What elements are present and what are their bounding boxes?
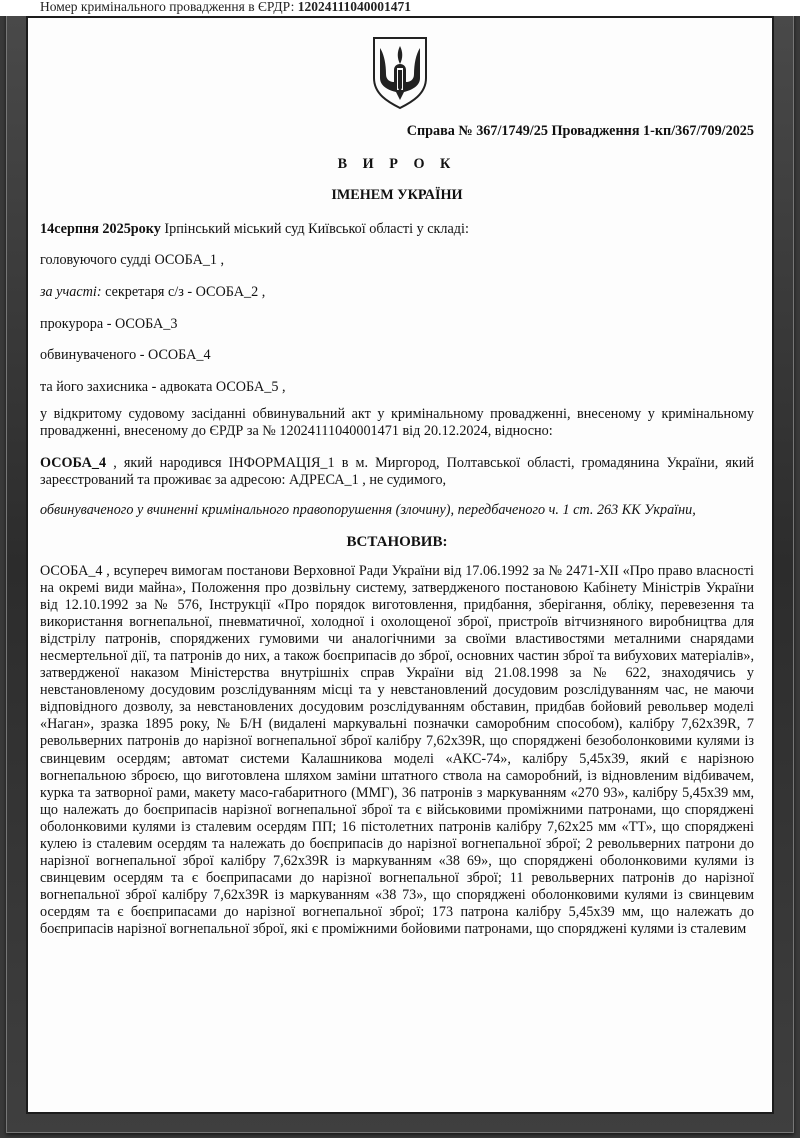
registry-number: 12024111040001471 xyxy=(297,0,411,14)
case-number: Справа № 367/1749/25 Провадження 1-кп/367/709/2025 xyxy=(406,123,754,139)
defendant-details: , який народився ІНФОРМАЦІЯ_1 в м. Миргород, Полтавської області, громадянина України, який зареєстрований та проживає за адресою: АДРЕСА_1 , не судимого, xyxy=(40,455,754,488)
court-name: Ірпінський міський суд Київської області у складі: xyxy=(160,221,469,237)
verdict-subtitle: ІМЕНЕМ УКРАЇНИ xyxy=(331,187,463,203)
secretary-text: секретаря с/з - ОСОБА_2 , xyxy=(101,284,266,300)
participation-label: за участі: xyxy=(40,284,102,300)
established-heading: ВСТАНОВИВ: xyxy=(346,534,448,550)
court-composition xyxy=(40,221,754,238)
charge-line: обвинуваченого у вчиненні кримінального правопорушення (злочину), передбаченого ч. 1 ст. 263 КК України, xyxy=(40,502,696,518)
verdict-date: 14серпня 2025року xyxy=(40,221,161,237)
defender-line: та його захисника - адвоката ОСОБА_5 , xyxy=(40,379,286,395)
judge-line: головуючого судді ОСОБА_1 , xyxy=(40,252,225,268)
registry-label: Номер кримінального провадження в ЄРДР: xyxy=(40,0,298,14)
established-body: ОСОБА_4 , всупереч вимогам постанови Верховної Ради України від 17.06.1992 за № 2471-ХІІ «Про право власності на окремі види майна», Положення про дозвільну систему, затвердженого постановою Кабінету Міністрів України від 12.10.1992 за № 576, Інструкції «Про порядок виготовлення, придбання, зберігання, обліку, перевезення та використання вогнепальної, пневматичної, холодної і охолощеної зброї, пристроїв вітчизняного виробництва для відстрілу патронів, споряджених гумовими чи аналогічними за своїми властивостями металними снарядами несмертельної дії, та патронів до них, а також боєприпасів до зброї, основних частин зброї та вибухових матеріалів», затвердженої наказом Міністерства внутрішніх справ України від 21.08.1998 за № 622, знаходячись у невстановленому досудовим розслідуванням місці та у невстановлений досудовим розслідуванням час, не маючи відповідного дозволу, за невстановлених досудовим розслідуванням обставин, придбав бойовий револьвер моделі «Наган», зразка 1895 року, № Б/Н (видалені маркувальні позначки саморобним способом), калібру 7,62х39R, 7 револьверних патронів до нарізної вогнепальної зброї калібру 7,62х39R, що споряджені безоболонковими кулями із свинцевим осердям; автомат системи Калашникова моделі «АКС-74», калібру 5,45х39, який є нарізною вогнепальною зброєю, що виготовлена шляхом заміни штатного ствола на саморобний, із відновленим відбивачем, курка та затворної рами, макету масо-габаритного (ММГ), 36 патронів з маркуванням «270 93», калібру 5,45х39 мм, що належать до боєприпасів нарізної вогнепальної зброї та є військовими проміжними патронами, що споряджені оболонковими кулями із сталевим осердям ПП; 16 пістолетних патронів калібру 7,62х25 мм «ТТ», що споряджені кулею із сталевим осердям та належать до боєприпасів до нарізної вогнепальної зброї; 2 револьверних патрони до нарізної вогнепальної зброї калібру 7,62х39R із маркуванням «38 69», що споряджені оболонковими кулями із свинцевим осердям та є боєприпасами до нарізної вогнепальної зброї; 11 револьверних патронів до нарізної вогнепальної зброї калібру 7,62х39R із маркуванням «38 73», що споряджені оболонковими кулями із свинцевим осердям та є боєприпасами до нарізної вогнепальної зброї; 173 патрона калібру 5,45х39 мм, що належать до боєприпасів нарізної вогнепальної зброї, які є проміжними бойовими патронами, що споряджені кулями із сталевим xyxy=(40,563,754,937)
prosecutor-line: прокурора - ОСОБА_3 xyxy=(40,316,178,332)
accused-line: обвинуваченого - ОСОБА_4 xyxy=(40,347,211,363)
registry-number-line xyxy=(40,0,411,15)
secretary-line xyxy=(40,284,754,301)
verdict-title: В И Р О К xyxy=(337,156,457,172)
defendant-paragraph xyxy=(40,455,754,489)
session-paragraph: у відкритому судовому засіданні обвинувальний акт у кримінальному провадженні, внесеному у кримінальному провадженні, внесеному до ЄРДР за № 12024111040001471 від 20.12.2024, відносно: xyxy=(40,406,754,439)
ukraine-trident-icon xyxy=(370,34,430,110)
defendant-name: ОСОБА_4 xyxy=(40,455,107,471)
